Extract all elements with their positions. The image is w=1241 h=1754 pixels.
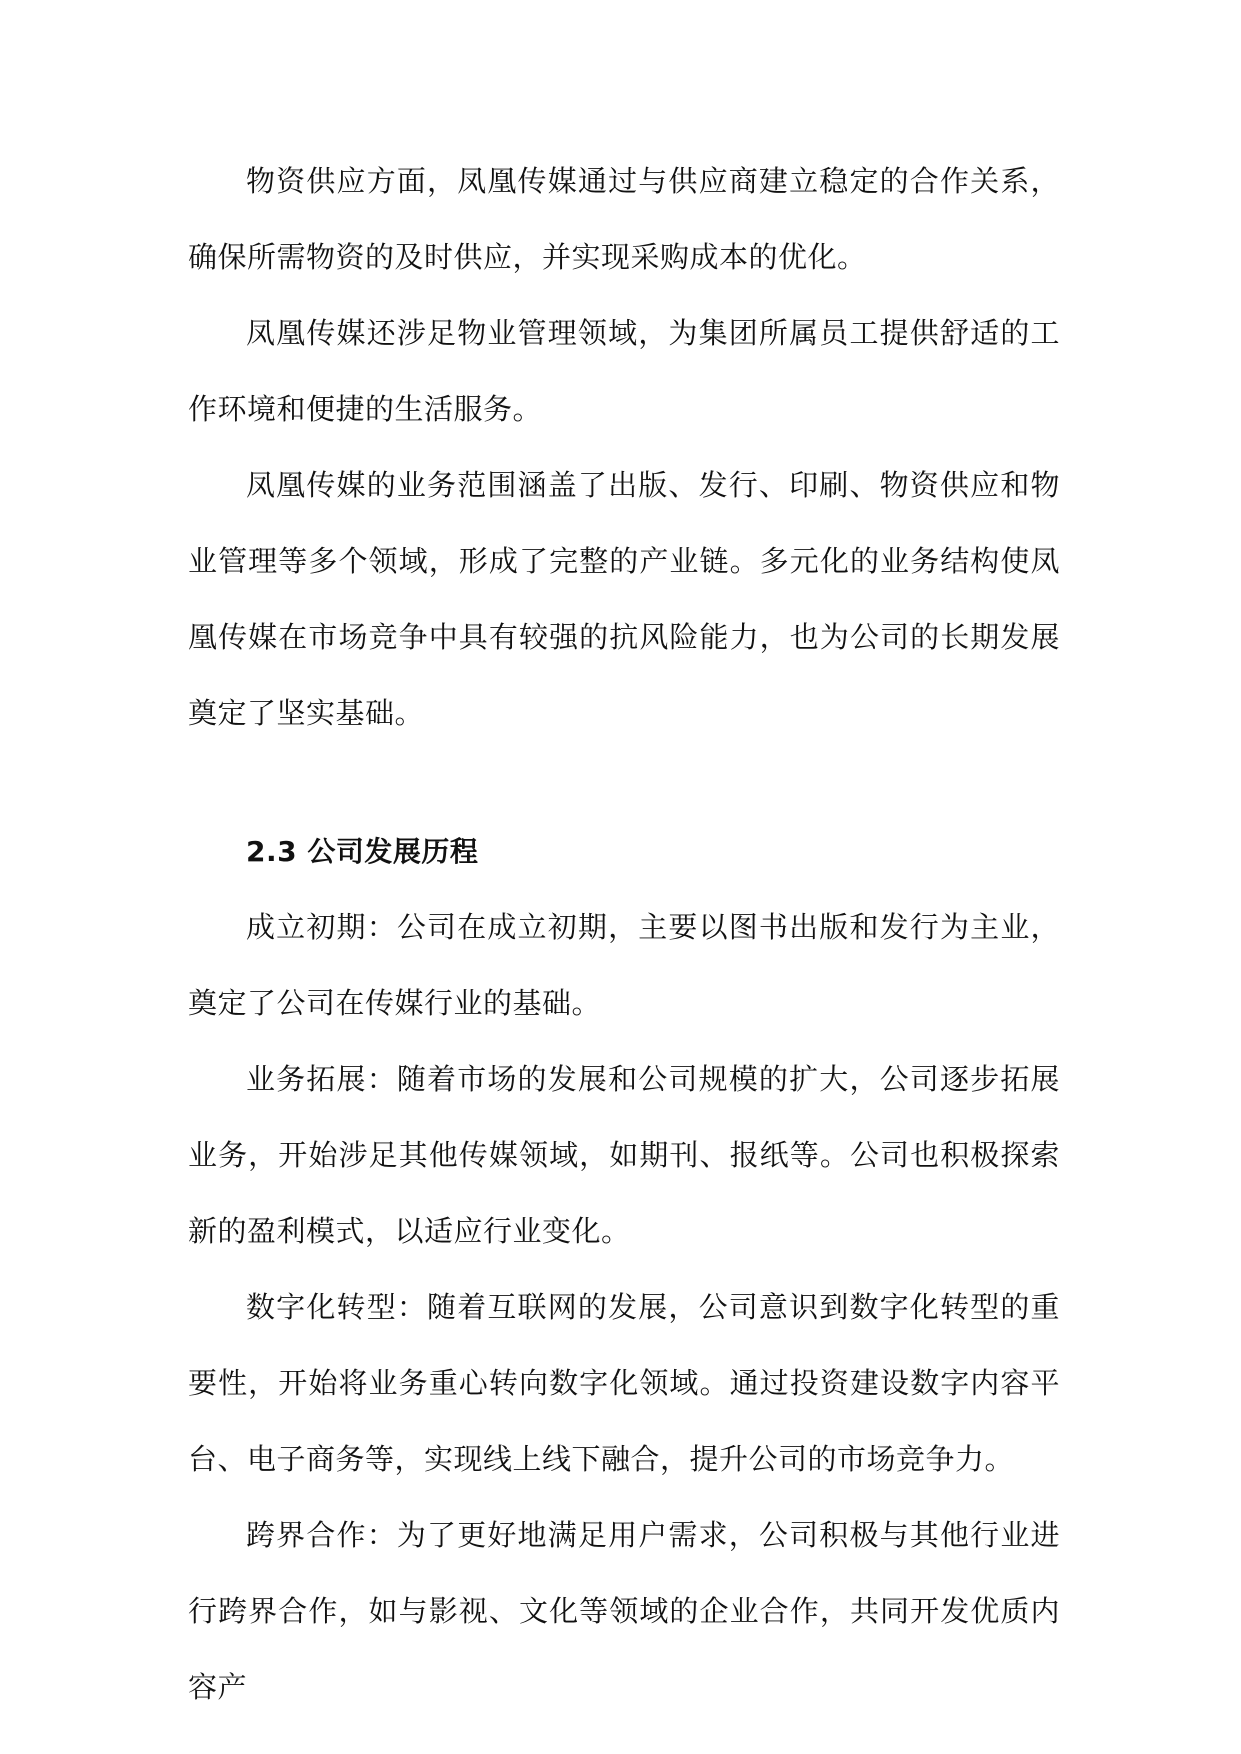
section-heading: 2.3 公司发展历程: [246, 835, 479, 868]
paragraph-digital-transformation: 数字化转型：随着互联网的发展，公司意识到数字化转型的重要性，开始将业务重心转向数字化领域。通过投资建设数字内容平台、电子商务等，实现线上线下融合，提升公司的市场竞争力。: [188, 1290, 1060, 1476]
paragraph-material-supply: 物资供应方面，凤凰传媒通过与供应商建立稳定的合作关系，确保所需物资的及时供应，并实现采购成本的优化。: [188, 164, 1060, 274]
paragraph-early-stage: 成立初期：公司在成立初期，主要以图书出版和发行为主业，奠定了公司在传媒行业的基础。: [188, 910, 1060, 1020]
document-body: [188, 143, 1060, 1725]
paragraph-business-scope: 凤凰传媒的业务范围涵盖了出版、发行、印刷、物资供应和物业管理等多个领域，形成了完整的产业链。多元化的业务结构使凤凰传媒在市场竞争中具有较强的抗风险能力，也为公司的长期发展奠定了坚实基础。: [188, 468, 1060, 730]
paragraph-cross-industry-cooperation: 跨界合作：为了更好地满足用户需求，公司积极与其他行业进行跨界合作，如与影视、文化等领域的企业合作，共同开发优质内容产: [188, 1518, 1060, 1704]
paragraph-business-expansion: 业务拓展：随着市场的发展和公司规模的扩大，公司逐步拓展业务，开始涉足其他传媒领域，如期刊、报纸等。公司也积极探索新的盈利模式，以适应行业变化。: [188, 1062, 1060, 1248]
paragraph-property-management: 凤凰传媒还涉足物业管理领域，为集团所属员工提供舒适的工作环境和便捷的生活服务。: [188, 316, 1060, 426]
